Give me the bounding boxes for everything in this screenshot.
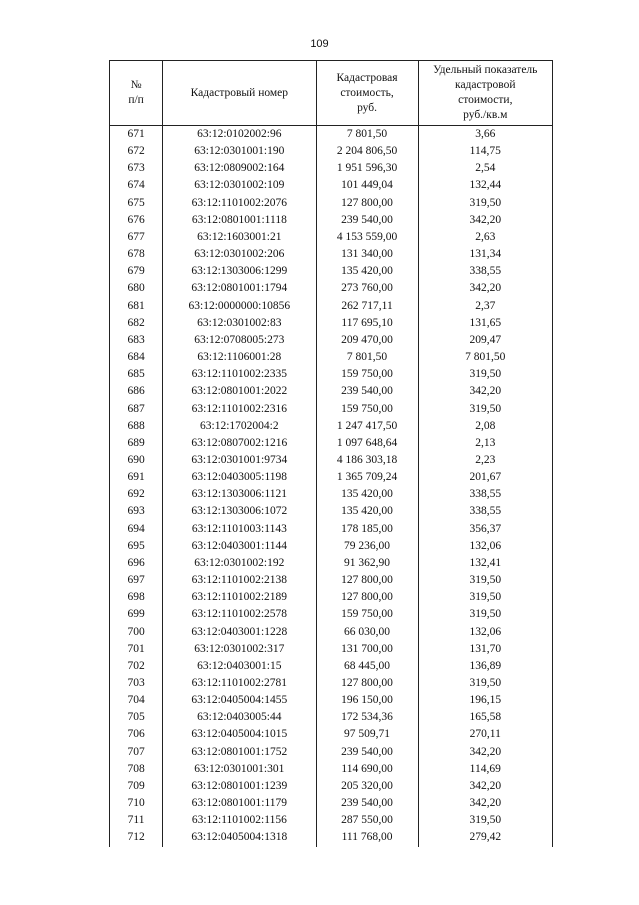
cell-cadastral-cost: 239 540,00	[316, 744, 418, 761]
cell-specific-value: 131,70	[418, 641, 552, 658]
header-line: Кадастровый номер	[190, 86, 289, 99]
cell-cadastral-number: 63:12:0801001:1794	[163, 280, 316, 297]
cell-row-number: 690	[110, 452, 163, 469]
cell-cadastral-cost: 1 365 709,24	[316, 469, 418, 486]
cell-cadastral-cost: 131 700,00	[316, 641, 418, 658]
cell-specific-value: 342,20	[418, 744, 552, 761]
cell-cadastral-cost: 172 534,36	[316, 709, 418, 726]
cell-row-number: 683	[110, 332, 163, 349]
cell-cadastral-cost: 127 800,00	[316, 589, 418, 606]
table-header-row	[110, 61, 553, 126]
table-row	[110, 726, 553, 743]
cell-cadastral-number: 63:12:0801001:1752	[163, 744, 316, 761]
cell-cadastral-cost: 7 801,50	[316, 349, 418, 366]
table-row	[110, 246, 553, 263]
cell-row-number: 708	[110, 761, 163, 778]
cell-cadastral-cost: 239 540,00	[316, 212, 418, 229]
cell-specific-value: 114,75	[418, 143, 552, 160]
cell-row-number: 677	[110, 229, 163, 246]
header-line: кадастровой	[455, 79, 516, 91]
table-row	[110, 744, 553, 761]
table-row	[110, 332, 553, 349]
table-row	[110, 143, 553, 160]
cell-row-number: 703	[110, 675, 163, 692]
table-row	[110, 315, 553, 332]
cell-cadastral-number: 63:12:1101002:2076	[163, 195, 316, 212]
table-header	[110, 61, 553, 126]
cell-specific-value: 279,42	[418, 829, 552, 846]
cell-row-number: 678	[110, 246, 163, 263]
table-row	[110, 658, 553, 675]
cell-cadastral-cost: 159 750,00	[316, 366, 418, 383]
cell-cadastral-cost: 239 540,00	[316, 383, 418, 400]
cell-row-number: 693	[110, 503, 163, 520]
cell-specific-value: 338,55	[418, 486, 552, 503]
cell-cadastral-cost: 239 540,00	[316, 795, 418, 812]
cell-cadastral-cost: 2 204 806,50	[316, 143, 418, 160]
cell-row-number: 686	[110, 383, 163, 400]
cell-cadastral-cost: 4 153 559,00	[316, 229, 418, 246]
cell-cadastral-number: 63:12:0403005:1198	[163, 469, 316, 486]
cell-specific-value: 319,50	[418, 606, 552, 623]
table-row	[110, 795, 553, 812]
cell-cadastral-number: 63:12:1101003:1143	[163, 521, 316, 538]
cell-specific-value: 132,41	[418, 555, 552, 572]
cell-row-number: 676	[110, 212, 163, 229]
cell-cadastral-number: 63:12:1303006:1121	[163, 486, 316, 503]
header-line: п/п	[128, 94, 144, 106]
cell-row-number: 707	[110, 744, 163, 761]
cell-cadastral-cost: 101 449,04	[316, 177, 418, 194]
cell-cadastral-cost: 127 800,00	[316, 572, 418, 589]
cell-specific-value: 196,15	[418, 692, 552, 709]
cell-specific-value: 2,23	[418, 452, 552, 469]
cell-specific-value: 114,69	[418, 761, 552, 778]
cell-cadastral-cost: 7 801,50	[316, 126, 418, 144]
cell-cadastral-cost: 159 750,00	[316, 606, 418, 623]
page-number: 109	[310, 38, 329, 50]
cell-cadastral-number: 63:12:0102002:96	[163, 126, 316, 144]
table-row	[110, 469, 553, 486]
table-row	[110, 624, 553, 641]
cell-cadastral-cost: 1 951 596,30	[316, 160, 418, 177]
cell-row-number: 695	[110, 538, 163, 555]
cell-row-number: 699	[110, 606, 163, 623]
table-row	[110, 263, 553, 280]
cell-cadastral-number: 63:12:0301002:192	[163, 555, 316, 572]
cell-row-number: 712	[110, 829, 163, 846]
table-row	[110, 503, 553, 520]
table-row	[110, 298, 553, 315]
table-row	[110, 349, 553, 366]
table-row	[110, 160, 553, 177]
cell-specific-value: 319,50	[418, 812, 552, 829]
cell-row-number: 682	[110, 315, 163, 332]
cell-cadastral-number: 63:12:0301001:190	[163, 143, 316, 160]
cell-cadastral-cost: 111 768,00	[316, 829, 418, 846]
cell-specific-value: 132,06	[418, 538, 552, 555]
cell-cadastral-number: 63:12:1101002:2138	[163, 572, 316, 589]
cell-row-number: 681	[110, 298, 163, 315]
cell-cadastral-number: 63:12:1101002:2316	[163, 401, 316, 418]
cell-specific-value: 342,20	[418, 795, 552, 812]
table-row	[110, 383, 553, 400]
cell-row-number: 680	[110, 280, 163, 297]
cell-cadastral-number: 63:12:0801001:2022	[163, 383, 316, 400]
cell-row-number: 711	[110, 812, 163, 829]
cell-cadastral-number: 63:12:1303006:1299	[163, 263, 316, 280]
cell-specific-value: 7 801,50	[418, 349, 552, 366]
cell-cadastral-cost: 135 420,00	[316, 486, 418, 503]
table-row	[110, 538, 553, 555]
table-row	[110, 675, 553, 692]
cell-cadastral-number: 63:12:1101002:2335	[163, 366, 316, 383]
cell-cadastral-cost: 178 185,00	[316, 521, 418, 538]
cell-specific-value: 136,89	[418, 658, 552, 675]
cadastral-value-table	[109, 60, 553, 847]
cell-cadastral-number: 63:12:0301001:9734	[163, 452, 316, 469]
cell-cadastral-number: 63:12:1106001:28	[163, 349, 316, 366]
cell-row-number: 700	[110, 624, 163, 641]
cell-cadastral-number: 63:12:0000000:10856	[163, 298, 316, 315]
cell-specific-value: 2,37	[418, 298, 552, 315]
cell-cadastral-number: 63:12:0801001:1118	[163, 212, 316, 229]
cell-cadastral-number: 63:12:1101002:2578	[163, 606, 316, 623]
table-row	[110, 126, 553, 144]
cell-cadastral-cost: 205 320,00	[316, 778, 418, 795]
header-row-number	[110, 61, 163, 126]
cell-specific-value: 356,37	[418, 521, 552, 538]
cell-specific-value: 342,20	[418, 280, 552, 297]
cell-row-number: 709	[110, 778, 163, 795]
cell-row-number: 674	[110, 177, 163, 194]
cell-specific-value: 319,50	[418, 366, 552, 383]
table-body	[110, 126, 553, 847]
cell-cadastral-number: 63:12:0301002:206	[163, 246, 316, 263]
cell-row-number: 673	[110, 160, 163, 177]
cell-cadastral-number: 63:12:0403001:1228	[163, 624, 316, 641]
cell-row-number: 671	[110, 126, 163, 144]
cell-cadastral-cost: 262 717,11	[316, 298, 418, 315]
cell-row-number: 684	[110, 349, 163, 366]
cell-cadastral-cost: 159 750,00	[316, 401, 418, 418]
table-row	[110, 366, 553, 383]
cell-specific-value: 319,50	[418, 589, 552, 606]
cell-cadastral-number: 63:12:1603001:21	[163, 229, 316, 246]
cell-cadastral-cost: 97 509,71	[316, 726, 418, 743]
table-row	[110, 280, 553, 297]
cell-cadastral-cost: 127 800,00	[316, 195, 418, 212]
cell-cadastral-number: 63:12:0405004:1318	[163, 829, 316, 846]
table-row	[110, 486, 553, 503]
cell-cadastral-number: 63:12:0807002:1216	[163, 435, 316, 452]
cell-cadastral-cost: 135 420,00	[316, 263, 418, 280]
cell-specific-value: 165,58	[418, 709, 552, 726]
cell-specific-value: 319,50	[418, 401, 552, 418]
cell-specific-value: 2,63	[418, 229, 552, 246]
cell-row-number: 691	[110, 469, 163, 486]
header-line: №	[130, 79, 142, 91]
cell-cadastral-number: 63:12:0301002:83	[163, 315, 316, 332]
header-line: Удельный показатель	[433, 64, 538, 76]
cell-specific-value: 2,08	[418, 418, 552, 435]
table-row	[110, 555, 553, 572]
table-row	[110, 418, 553, 435]
cell-cadastral-number: 63:12:1101002:2189	[163, 589, 316, 606]
cell-row-number: 696	[110, 555, 163, 572]
cell-row-number: 702	[110, 658, 163, 675]
header-line: руб./кв.м	[463, 109, 508, 121]
cell-specific-value: 131,65	[418, 315, 552, 332]
cell-cadastral-cost: 68 445,00	[316, 658, 418, 675]
cell-specific-value: 2,54	[418, 160, 552, 177]
table-row	[110, 589, 553, 606]
cell-row-number: 698	[110, 589, 163, 606]
cell-row-number: 710	[110, 795, 163, 812]
header-line: Кадастровая	[336, 71, 398, 84]
cell-cadastral-number: 63:12:0301001:301	[163, 761, 316, 778]
cell-cadastral-number: 63:12:0403001:1144	[163, 538, 316, 555]
cell-row-number: 704	[110, 692, 163, 709]
header-cadastral-number	[163, 61, 316, 126]
table-row	[110, 812, 553, 829]
cell-specific-value: 209,47	[418, 332, 552, 349]
cell-cadastral-cost: 1 247 417,50	[316, 418, 418, 435]
cell-row-number: 675	[110, 195, 163, 212]
table-row	[110, 521, 553, 538]
cell-cadastral-number: 63:12:0801001:1239	[163, 778, 316, 795]
cell-cadastral-number: 63:12:0708005:273	[163, 332, 316, 349]
cell-cadastral-cost: 273 760,00	[316, 280, 418, 297]
table-row	[110, 572, 553, 589]
cell-row-number: 692	[110, 486, 163, 503]
table-row	[110, 641, 553, 658]
cell-specific-value: 2,13	[418, 435, 552, 452]
header-cadastral-cost	[316, 61, 418, 126]
cell-cadastral-number: 63:12:0301002:317	[163, 641, 316, 658]
cell-cadastral-cost: 287 550,00	[316, 812, 418, 829]
table-row	[110, 709, 553, 726]
header-line: руб.	[357, 101, 378, 114]
table-row	[110, 761, 553, 778]
cell-row-number: 706	[110, 726, 163, 743]
cell-specific-value: 132,44	[418, 177, 552, 194]
table-row	[110, 692, 553, 709]
header-line: стоимости,	[458, 94, 513, 106]
cell-specific-value: 319,50	[418, 195, 552, 212]
cell-row-number: 694	[110, 521, 163, 538]
cell-specific-value: 132,06	[418, 624, 552, 641]
cell-cadastral-number: 63:12:1303006:1072	[163, 503, 316, 520]
cell-specific-value: 319,50	[418, 572, 552, 589]
cell-cadastral-number: 63:12:0809002:164	[163, 160, 316, 177]
table-row	[110, 195, 553, 212]
cell-cadastral-cost: 196 150,00	[316, 692, 418, 709]
cell-cadastral-cost: 91 362,90	[316, 555, 418, 572]
cell-specific-value: 338,55	[418, 503, 552, 520]
table-row	[110, 229, 553, 246]
cell-cadastral-cost: 131 340,00	[316, 246, 418, 263]
cell-cadastral-number: 63:12:0403005:44	[163, 709, 316, 726]
header-line: стоимость,	[340, 86, 394, 99]
cell-cadastral-cost: 114 690,00	[316, 761, 418, 778]
table-row	[110, 829, 553, 846]
table-row	[110, 452, 553, 469]
cell-cadastral-number: 63:12:1101002:1156	[163, 812, 316, 829]
cell-cadastral-number: 63:12:0403001:15	[163, 658, 316, 675]
cell-row-number: 679	[110, 263, 163, 280]
cell-cadastral-cost: 135 420,00	[316, 503, 418, 520]
cell-row-number: 697	[110, 572, 163, 589]
table-row	[110, 778, 553, 795]
table-row	[110, 401, 553, 418]
cell-specific-value: 338,55	[418, 263, 552, 280]
cell-row-number: 705	[110, 709, 163, 726]
cell-cadastral-number: 63:12:0405004:1455	[163, 692, 316, 709]
header-specific-value	[418, 61, 552, 126]
table-row	[110, 435, 553, 452]
cell-specific-value: 201,67	[418, 469, 552, 486]
table-row	[110, 177, 553, 194]
cell-cadastral-number: 63:12:1101002:2781	[163, 675, 316, 692]
cell-cadastral-cost: 117 695,10	[316, 315, 418, 332]
cell-row-number: 701	[110, 641, 163, 658]
cell-cadastral-cost: 209 470,00	[316, 332, 418, 349]
cell-row-number: 685	[110, 366, 163, 383]
table-row	[110, 212, 553, 229]
cell-cadastral-cost: 4 186 303,18	[316, 452, 418, 469]
cell-cadastral-cost: 127 800,00	[316, 675, 418, 692]
cell-cadastral-number: 63:12:0801001:1179	[163, 795, 316, 812]
cell-specific-value: 3,66	[418, 126, 552, 144]
cell-cadastral-cost: 79 236,00	[316, 538, 418, 555]
cell-specific-value: 131,34	[418, 246, 552, 263]
cell-specific-value: 342,20	[418, 212, 552, 229]
cell-cadastral-number: 63:12:0301002:109	[163, 177, 316, 194]
cell-specific-value: 270,11	[418, 726, 552, 743]
cell-cadastral-number: 63:12:1702004:2	[163, 418, 316, 435]
table-row	[110, 606, 553, 623]
cell-specific-value: 319,50	[418, 675, 552, 692]
cell-cadastral-number: 63:12:0405004:1015	[163, 726, 316, 743]
cell-row-number: 687	[110, 401, 163, 418]
cell-specific-value: 342,20	[418, 778, 552, 795]
cell-row-number: 689	[110, 435, 163, 452]
cell-row-number: 672	[110, 143, 163, 160]
cell-cadastral-cost: 66 030,00	[316, 624, 418, 641]
cell-row-number: 688	[110, 418, 163, 435]
cell-cadastral-cost: 1 097 648,64	[316, 435, 418, 452]
cell-specific-value: 342,20	[418, 383, 552, 400]
